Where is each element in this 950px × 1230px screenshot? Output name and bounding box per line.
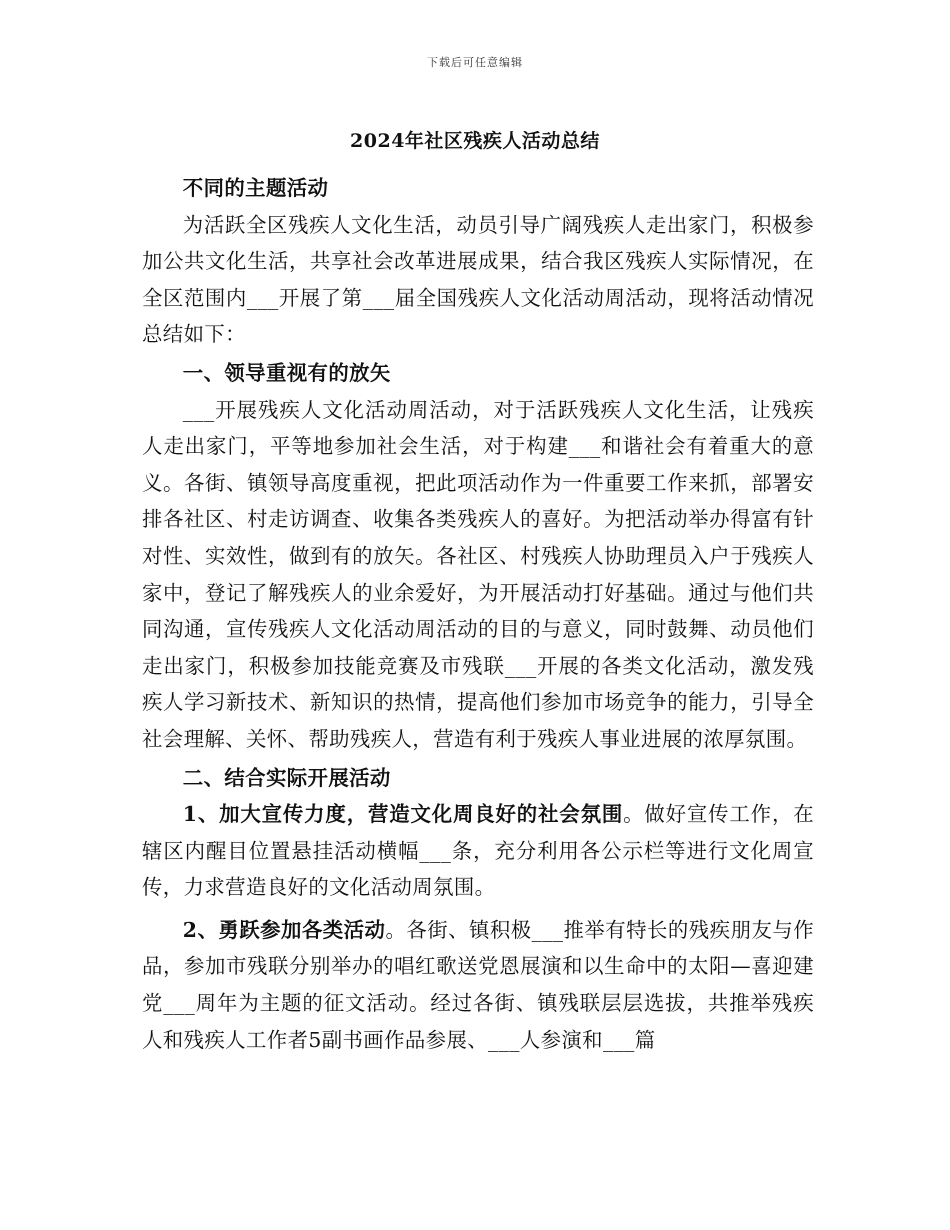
section1-heading: 一、领导重视有的放矢 xyxy=(182,360,391,385)
section2-item2-lead: 2、勇跃参加各类活动 xyxy=(182,917,386,942)
document-title: 2024年社区残疾人活动总结 xyxy=(350,130,600,152)
section2-item1-body: 。做好宣传工作，在辖区内醒目位置悬挂活动横幅___条，充分利用各公示栏等进行文化周宣传，力求营造良好的文化活动周氛围。 xyxy=(142,802,814,900)
section2-item2 xyxy=(142,912,814,1058)
intro-paragraph: 为活跃全区残疾人文化生活，动员引导广阔残疾人走出家门，积极参加公共文化生活，共享社会改革进展成果，结合我区残疾人实际情况，在全区范围内___开展了第___届全国残疾人文化活动周活动，现将活动情况总结如下： xyxy=(142,212,814,347)
section2-item1-lead: 1、加大宣传力度，营造文化周良好的社会氛围 xyxy=(182,802,624,827)
section2-item1 xyxy=(142,796,814,906)
section2-item2-body: 。各街、镇积极___推举有特长的残疾朋友与作品，参加市残联分别举办的唱红歌送党恩展演和以生命中的太阳—喜迎建党___周年为主题的征文活动。经过各街、镇残联层层选拔，共推举残疾人和残疾人工作者5副书画作品参展、___人参演和___篇 xyxy=(142,917,815,1052)
subtitle: 不同的主题活动 xyxy=(182,176,329,200)
section1-paragraph: ___开展残疾人文化活动周活动，对于活跃残疾人文化生活，让残疾人走出家门，平等地参加社会生活，对于构建___和谐社会有着重大的意义。各街、镇领导高度重视，把此项活动作为一件重要工作来抓，部署安排各社区、村走访调查、收集各类残疾人的喜好。为把活动举办得富有针对性、实效性，做到有的放矢。各社区、村残疾人协助理员入户于残疾人家中，登记了解残疾人的业余爱好，为开展活动打好基础。通过与他们共同沟通，宣传残疾人文化活动周活动的目的与意义，同时鼓舞、动员他们走出家门，积极参加技能竞赛及市残联___开展的各类文化活动，激发残疾人学习新技术、新知识的热情，提高他们参加市场竞争的能力，引导全社会理解、关怀、帮助残疾人，营造有利于残疾人事业进展的浓厚氛围。 xyxy=(142,397,814,751)
header-note: 下载后可任意编辑 xyxy=(427,56,523,69)
section2-heading: 二、结合实际开展活动 xyxy=(182,765,391,790)
document-body xyxy=(142,170,814,1058)
